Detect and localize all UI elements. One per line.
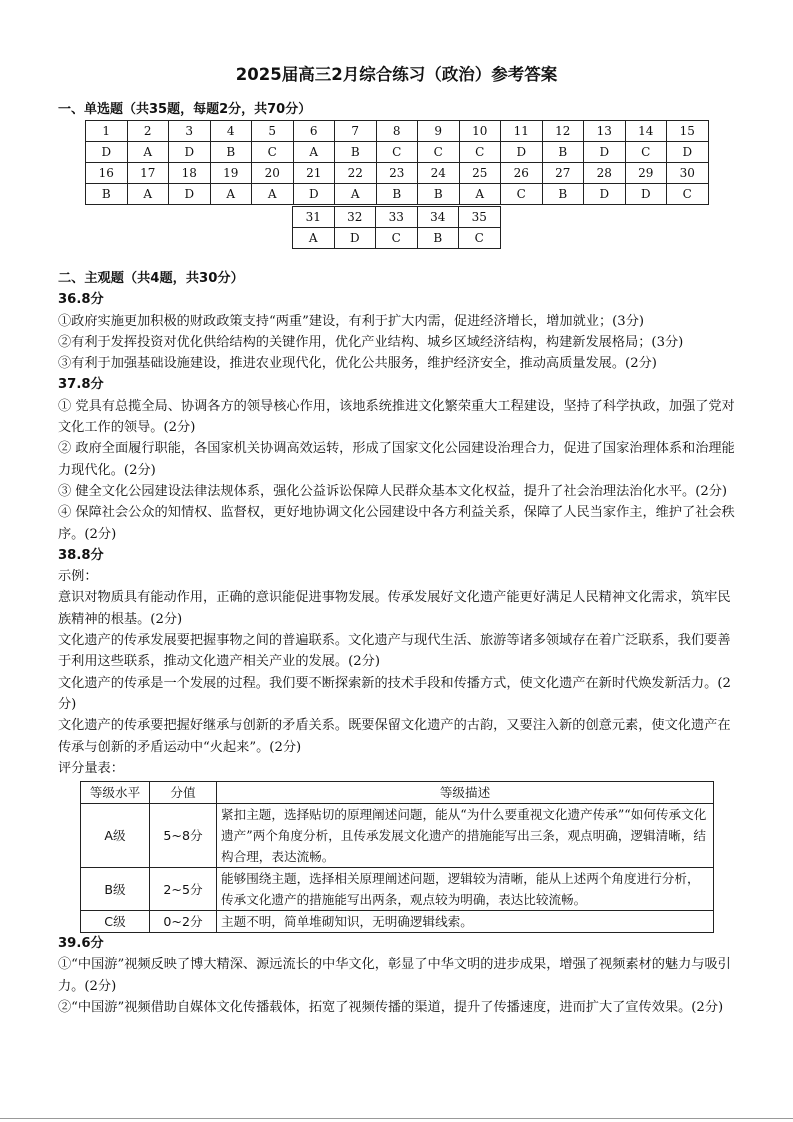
question-number: 25 <box>459 163 501 184</box>
question-number-row <box>293 207 501 228</box>
q37-items <box>58 396 738 545</box>
q37-label: 37.8分 <box>58 377 104 393</box>
question-number: 21 <box>293 163 335 184</box>
answer-cell: D <box>169 184 211 205</box>
question-number: 19 <box>210 163 252 184</box>
rubric-header-row <box>81 782 714 804</box>
rubric-score: 0~2分 <box>150 911 217 933</box>
answer-cell: D <box>86 142 128 163</box>
answer-cell: B <box>542 142 584 163</box>
question-number: 10 <box>459 121 501 142</box>
answer-cell: B <box>417 228 459 249</box>
answer-point: 文化遗产的传承是一个发展的过程。我们要不断探索新的技术手段和传播方式，使文化遗产在新时代焕发新活力。(2分) <box>58 675 731 712</box>
question-number: 12 <box>542 121 584 142</box>
question-number-row <box>86 163 709 184</box>
rubric-row <box>81 911 714 933</box>
question-number: 23 <box>376 163 418 184</box>
answer-cell: D <box>169 142 211 163</box>
answer-cell: A <box>335 184 377 205</box>
question-number: 1 <box>86 121 128 142</box>
answer-cell: D <box>584 184 626 205</box>
answer-table-extra <box>292 206 501 249</box>
answer-table-main <box>85 120 709 205</box>
question-number: 5 <box>252 121 294 142</box>
rubric-row <box>81 804 714 868</box>
answer-cell: D <box>584 142 626 163</box>
q36-items <box>58 311 738 375</box>
answer-cell: A <box>252 184 294 205</box>
answer-point: ①“中国游”视频反映了博大精深、源远流长的中华文化，彰显了中华文明的进步成果，增强了视频素材的魅力与吸引力。(2分) <box>58 957 731 994</box>
question-number: 27 <box>542 163 584 184</box>
question-number: 17 <box>127 163 169 184</box>
answer-cell: D <box>334 228 376 249</box>
page-title: 2025届高三2月综合练习（政治）参考答案 <box>235 65 558 84</box>
rubric-description: 能够围绕主题，选择相关原理阐述问题，逻辑较为清晰，能从上述两个角度进行分析，传承文化遗产的措施能写出两条，观点较为明确，表达比较流畅。 <box>217 868 714 911</box>
answer-cell: C <box>667 184 709 205</box>
answer-row <box>86 184 709 205</box>
answer-cell: A <box>127 184 169 205</box>
answer-cell: C <box>252 142 294 163</box>
answer-cell: C <box>418 142 460 163</box>
answer-cell: A <box>210 184 252 205</box>
question-number: 13 <box>584 121 626 142</box>
answer-cell: D <box>501 142 543 163</box>
question-number: 16 <box>86 163 128 184</box>
answer-point: ① 党具有总揽全局、协调各方的领导核心作用，该地系统推进文化繁荣重大工程建设，坚持了科学执政，加强了党对文化工作的领导。(2分) <box>58 398 735 436</box>
answer-cell: B <box>418 184 460 205</box>
question-number: 33 <box>376 207 418 228</box>
rubric-level: B级 <box>81 868 150 911</box>
answer-point: ②有利于发挥投资对优化供给结构的关键作用，优化产业结构、城乡区域经济结构，构建新发展格局；(3分) <box>58 334 684 350</box>
answer-row <box>293 228 501 249</box>
answer-cell: B <box>86 184 128 205</box>
rubric-table <box>80 781 714 933</box>
answer-row <box>86 142 709 163</box>
q39-label: 39.6分 <box>58 936 104 952</box>
question-number: 24 <box>418 163 460 184</box>
answer-point: ③有利于加强基础设施建设，推进农业现代化，优化公共服务，维护经济安全，推动高质量发展。(2分) <box>58 356 657 372</box>
question-number: 3 <box>169 121 211 142</box>
question-number: 2 <box>127 121 169 142</box>
answer-point: ② 政府全面履行职能，各国家机关协调高效运转，形成了国家文化公园建设治理合力，促进了国家治理体系和治理能力现代化。(2分) <box>58 441 735 478</box>
question-number: 29 <box>625 163 667 184</box>
question-number: 31 <box>293 207 335 228</box>
answer-cell: B <box>335 142 377 163</box>
question-number: 20 <box>252 163 294 184</box>
section2 <box>58 268 738 1018</box>
answer-cell: A <box>459 184 501 205</box>
question-number: 15 <box>667 121 709 142</box>
rubric-score: 2~5分 <box>150 868 217 911</box>
question-number: 11 <box>501 121 543 142</box>
rubric-header: 分值 <box>150 782 217 804</box>
answer-point: 文化遗产的传承发展要把握事物之间的普遍联系。文化遗产与现代生活、旅游等诸多领域存在着广泛联系，我们要善于利用这些联系，推动文化遗产相关产业的发展。(2分) <box>58 633 731 670</box>
section2-heading: 二、主观题（共4题，共30分） <box>58 271 244 286</box>
rubric-row <box>81 868 714 911</box>
question-number: 6 <box>293 121 335 142</box>
answer-cell: D <box>625 184 667 205</box>
answer-cell: A <box>293 228 335 249</box>
answer-cell: A <box>293 142 335 163</box>
section1-heading: 一、单选题（共35题，每题2分，共70分） <box>58 102 312 117</box>
answer-cell: B <box>210 142 252 163</box>
answer-cell: C <box>459 228 501 249</box>
answer-cell: C <box>459 142 501 163</box>
rubric-header: 等级水平 <box>81 782 150 804</box>
q38-items <box>58 587 738 757</box>
rubric-description: 主题不明，简单堆砌知识，无明确逻辑线索。 <box>217 911 714 933</box>
answer-point: 文化遗产的传承要把握好继承与创新的矛盾关系。既要保留文化遗产的古韵，又要注入新的创意元素，使文化遗产在传承与创新的矛盾运动中“火起来”。(2分) <box>58 718 731 755</box>
question-number: 18 <box>169 163 211 184</box>
question-number: 22 <box>335 163 377 184</box>
question-number: 26 <box>501 163 543 184</box>
answer-cell: C <box>376 142 418 163</box>
q38-label: 38.8分 <box>58 547 104 563</box>
answer-point: ①政府实施更加积极的财政政策支持“两重”建设，有利于扩大内需，促进经济增长，增加就业；(3分) <box>58 313 645 329</box>
answer-cell: D <box>667 142 709 163</box>
rubric-label: 评分量表： <box>58 760 124 776</box>
answer-cell: B <box>542 184 584 205</box>
answer-cell: B <box>376 184 418 205</box>
question-number: 14 <box>625 121 667 142</box>
answer-point: ②“中国游”视频借助自媒体文化传播载体，拓宽了视频传播的渠道，提升了传播速度，进而扩大了宣传效果。(2分) <box>58 1000 724 1016</box>
question-number: 28 <box>584 163 626 184</box>
question-number: 8 <box>376 121 418 142</box>
question-number: 32 <box>334 207 376 228</box>
q39-items <box>58 954 738 1018</box>
answer-cell: C <box>625 142 667 163</box>
rubric-level: A级 <box>81 804 150 868</box>
answer-cell: A <box>127 142 169 163</box>
answer-cell: C <box>501 184 543 205</box>
question-number: 34 <box>417 207 459 228</box>
question-number: 35 <box>459 207 501 228</box>
rubric-level: C级 <box>81 911 150 933</box>
answer-point: ④ 保障社会公众的知情权、监督权，更好地协调文化公园建设中各方利益关系，保障了人民当家作主，维护了社会秩序。(2分) <box>58 505 735 542</box>
question-number: 9 <box>418 121 460 142</box>
answer-point: 意识对物质具有能动作用，正确的意识能促进事物发展。传承发展好文化遗产能更好满足人民精神文化需求，筑牢民族精神的根基。(2分) <box>58 590 731 627</box>
question-number: 7 <box>335 121 377 142</box>
page-bottom-rule <box>0 1118 793 1119</box>
rubric-score: 5~8分 <box>150 804 217 868</box>
question-number: 4 <box>210 121 252 142</box>
answer-cell: C <box>376 228 418 249</box>
q36-label: 36.8分 <box>58 292 104 308</box>
answer-cell: D <box>293 184 335 205</box>
q38-example-label: 示例： <box>58 569 98 585</box>
question-number: 30 <box>667 163 709 184</box>
rubric-header: 等级描述 <box>217 782 714 804</box>
question-number-row <box>86 121 709 142</box>
answer-point: ③ 健全文化公园建设法律法规体系，强化公益诉讼保障人民群众基本文化权益，提升了社会治理法治化水平。(2分) <box>58 483 728 499</box>
rubric-description: 紧扣主题，选择贴切的原理阐述问题，能从“为什么要重视文化遗产传承”“如何传承文化遗产”两个角度分析，且传承发展文化遗产的措施能写出三条，观点明确，逻辑清晰，结构合理，表达流畅。 <box>217 804 714 868</box>
